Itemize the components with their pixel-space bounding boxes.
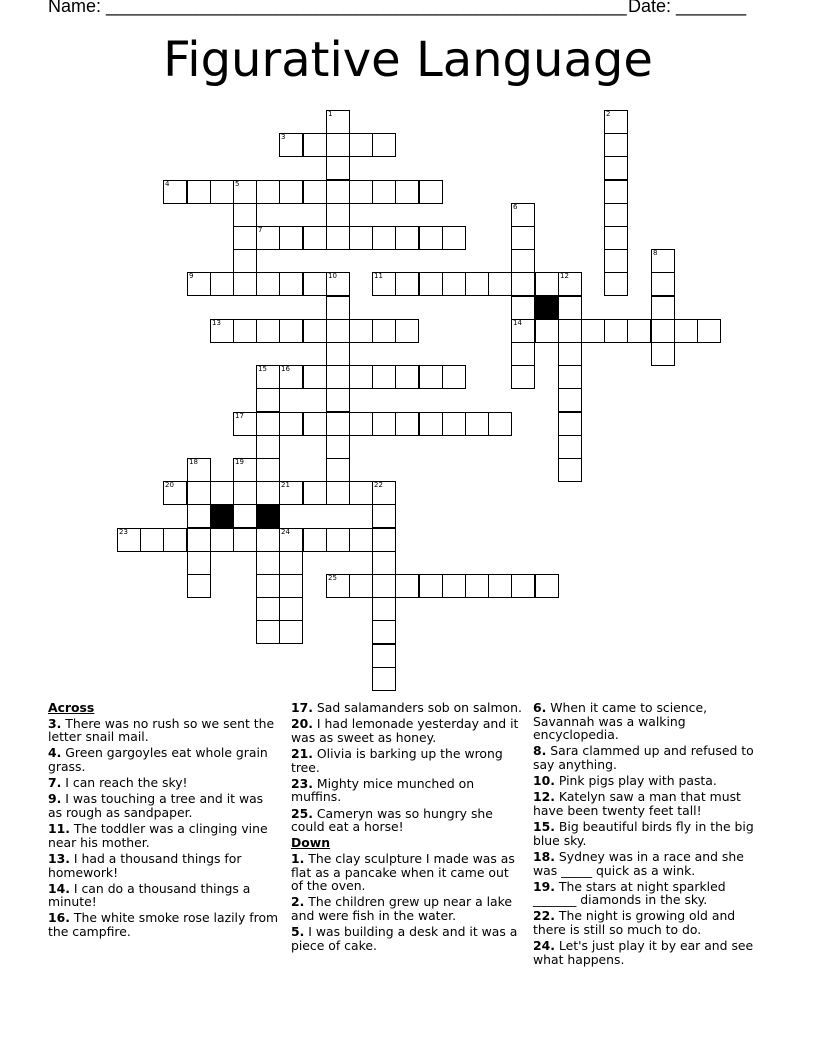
- grid-cell[interactable]: [303, 528, 327, 552]
- clue-text: The night is growing old and there is still so much to do.: [533, 908, 736, 938]
- clue-number: 23.: [291, 775, 313, 791]
- grid-cell[interactable]: [256, 551, 280, 575]
- grid-cell[interactable]: [372, 226, 396, 250]
- grid-cell[interactable]: [187, 504, 211, 528]
- grid-cell[interactable]: [604, 156, 628, 180]
- grid-cell[interactable]: [372, 574, 396, 598]
- grid-cell[interactable]: [419, 412, 443, 436]
- clue-number: 13: [212, 319, 221, 327]
- clue-number: 5.: [291, 924, 305, 940]
- down-clue: [291, 925, 523, 952]
- grid-cell[interactable]: [326, 528, 350, 552]
- clue-text: The clay sculpture I made was as flat as a pancake when it came out of the oven.: [291, 850, 515, 894]
- grid-cell[interactable]: [488, 272, 512, 296]
- clue-number: 10: [328, 272, 337, 280]
- across-clue: [48, 911, 280, 938]
- grid-cell[interactable]: [651, 272, 675, 296]
- grid-cell[interactable]: [511, 272, 535, 296]
- grid-cell[interactable]: [558, 388, 582, 412]
- grid-cell[interactable]: [535, 319, 559, 343]
- grid-cell[interactable]: [233, 458, 257, 482]
- grid-cell[interactable]: [187, 574, 211, 598]
- grid-cell[interactable]: [303, 272, 327, 296]
- grid-cell[interactable]: [326, 156, 350, 180]
- grid-cell[interactable]: [233, 249, 257, 273]
- grid-cell[interactable]: [604, 319, 628, 343]
- clue-text: The children grew up near a lake and were fish in the water.: [291, 894, 512, 923]
- grid-cell[interactable]: [697, 319, 721, 343]
- clue-number: 2.: [291, 894, 305, 910]
- grid-cell[interactable]: [279, 551, 303, 575]
- grid-cell[interactable]: [511, 226, 535, 250]
- grid-cell[interactable]: [233, 226, 257, 250]
- clue-number: 24.: [533, 938, 555, 954]
- grid-cell[interactable]: [233, 481, 257, 505]
- grid-cell[interactable]: [511, 319, 535, 343]
- clue-column-1: [48, 701, 280, 941]
- grid-cell[interactable]: [349, 528, 373, 552]
- clue-text: Big beautiful birds fly in the big blue sky.: [533, 819, 754, 848]
- clue-number: 7: [258, 226, 263, 234]
- clue-number: 3: [281, 133, 286, 141]
- grid-cell[interactable]: [372, 667, 396, 691]
- grid-cell[interactable]: [372, 412, 396, 436]
- grid-cell[interactable]: [163, 180, 187, 204]
- down-clue: [533, 774, 765, 788]
- grid-cell[interactable]: [604, 110, 628, 134]
- grid-cell[interactable]: [419, 272, 443, 296]
- grid-cell[interactable]: [442, 574, 466, 598]
- clue-text: Let's just play it by ear and see what happens.: [533, 938, 754, 967]
- clue-number: 4: [165, 180, 170, 188]
- clue-number: 10.: [533, 773, 555, 789]
- clue-text: The toddler was a clinging vine near his mother.: [48, 821, 268, 850]
- clue-number: 19.: [533, 878, 555, 894]
- grid-cell[interactable]: [233, 412, 257, 436]
- black-square: [256, 504, 280, 528]
- grid-cell[interactable]: [372, 528, 396, 552]
- grid-cell[interactable]: [349, 180, 373, 204]
- grid-cell[interactable]: [326, 180, 350, 204]
- grid-cell[interactable]: [326, 412, 350, 436]
- grid-cell[interactable]: [326, 481, 350, 505]
- grid-cell[interactable]: [372, 551, 396, 575]
- grid-cell[interactable]: [372, 504, 396, 528]
- clue-text: Olivia is barking up the wrong tree.: [291, 745, 503, 775]
- down-clue: [533, 939, 765, 966]
- clue-text: Cameryn was so hungry she could eat a horse!: [291, 805, 493, 835]
- clue-number: 17: [235, 412, 244, 420]
- grid-cell[interactable]: [535, 574, 559, 598]
- down-clue: [533, 850, 765, 877]
- grid-cell[interactable]: [187, 272, 211, 296]
- clue-number: 20.: [291, 716, 313, 732]
- clue-number: 1: [328, 110, 333, 118]
- grid-cell[interactable]: [210, 481, 234, 505]
- clue-column-2: [291, 701, 523, 955]
- grid-cell[interactable]: [256, 597, 280, 621]
- grid-cell[interactable]: [651, 319, 675, 343]
- clue-text: Sad salamanders sob on salmon.: [316, 700, 522, 715]
- grid-cell[interactable]: [233, 528, 257, 552]
- grid-cell[interactable]: [279, 272, 303, 296]
- grid-cell[interactable]: [117, 528, 141, 552]
- across-clue: [291, 701, 523, 715]
- clue-number: 4.: [48, 745, 62, 761]
- grid-cell[interactable]: [303, 180, 327, 204]
- across-clue: [48, 882, 280, 909]
- grid-cell[interactable]: [349, 365, 373, 389]
- grid-cell[interactable]: [326, 272, 350, 296]
- grid-cell[interactable]: [558, 412, 582, 436]
- grid-cell[interactable]: [256, 574, 280, 598]
- grid-cell[interactable]: [372, 365, 396, 389]
- grid-cell[interactable]: [279, 133, 303, 157]
- grid-cell[interactable]: [349, 574, 373, 598]
- grid-cell[interactable]: [256, 319, 280, 343]
- grid-cell[interactable]: [604, 203, 628, 227]
- clue-text: I had a thousand things for homework!: [48, 850, 242, 880]
- grid-cell[interactable]: [349, 226, 373, 250]
- clue-text: Katelyn saw a man that must have been twenty feet tall!: [533, 789, 741, 818]
- clue-text: Sara clammed up and refused to say anything.: [533, 743, 754, 772]
- grid-cell[interactable]: [651, 296, 675, 320]
- grid-cell[interactable]: [372, 133, 396, 157]
- grid-cell[interactable]: [326, 342, 350, 366]
- down-clue: [291, 895, 523, 922]
- grid-cell[interactable]: [279, 481, 303, 505]
- clue-column-3: [533, 701, 765, 969]
- grid-cell[interactable]: [326, 226, 350, 250]
- clue-text: I was building a desk and it was a piece of cake.: [291, 924, 518, 953]
- grid-cell[interactable]: [210, 180, 234, 204]
- grid-cell[interactable]: [395, 365, 419, 389]
- grid-cell[interactable]: [442, 226, 466, 250]
- grid-cell[interactable]: [372, 272, 396, 296]
- grid-cell[interactable]: [349, 319, 373, 343]
- grid-cell[interactable]: [279, 365, 303, 389]
- grid-cell[interactable]: [558, 458, 582, 482]
- grid-cell[interactable]: [303, 319, 327, 343]
- down-clue: [533, 909, 765, 936]
- clue-number: 21: [281, 481, 290, 489]
- grid-cell[interactable]: [395, 226, 419, 250]
- clue-number: 3.: [48, 715, 62, 731]
- grid-cell[interactable]: [187, 180, 211, 204]
- clue-number: 16: [281, 365, 290, 373]
- clue-number: 7.: [48, 775, 62, 791]
- grid-cell[interactable]: [303, 481, 327, 505]
- down-clue: [533, 880, 765, 907]
- clue-number: 19: [235, 458, 244, 466]
- grid-cell[interactable]: [233, 272, 257, 296]
- clue-text: The stars at night sparkled _______ diamonds in the sky.: [533, 878, 726, 908]
- grid-cell[interactable]: [279, 597, 303, 621]
- grid-cell[interactable]: [256, 180, 280, 204]
- clue-number: 22.: [533, 908, 555, 924]
- clue-number: 6.: [533, 700, 547, 715]
- grid-cell[interactable]: [558, 296, 582, 320]
- grid-cell[interactable]: [651, 342, 675, 366]
- black-square: [535, 296, 559, 320]
- grid-cell[interactable]: [442, 272, 466, 296]
- clue-text: Green gargoyles eat whole grain grass.: [48, 745, 268, 774]
- grid-cell[interactable]: [511, 365, 535, 389]
- grid-cell[interactable]: [651, 249, 675, 273]
- grid-cell[interactable]: [210, 528, 234, 552]
- grid-cell[interactable]: [511, 342, 535, 366]
- grid-cell[interactable]: [372, 481, 396, 505]
- clue-number: 1.: [291, 850, 305, 866]
- clue-number: 6: [513, 203, 518, 211]
- grid-cell[interactable]: [256, 226, 280, 250]
- clue-text: I had lemonade yesterday and it was as sweet as honey.: [291, 716, 519, 745]
- grid-cell[interactable]: [256, 620, 280, 644]
- across-clue: [48, 852, 280, 879]
- grid-cell[interactable]: [558, 272, 582, 296]
- grid-cell[interactable]: [349, 133, 373, 157]
- clue-number: 11: [374, 272, 383, 280]
- down-heading: Down: [291, 835, 331, 851]
- grid-cell[interactable]: [372, 319, 396, 343]
- grid-cell[interactable]: [326, 365, 350, 389]
- grid-cell[interactable]: [187, 481, 211, 505]
- down-clue: [533, 790, 765, 817]
- grid-cell[interactable]: [395, 574, 419, 598]
- grid-cell[interactable]: [279, 226, 303, 250]
- grid-cell[interactable]: [303, 412, 327, 436]
- grid-cell[interactable]: [511, 296, 535, 320]
- clue-number: 25.: [291, 805, 313, 821]
- clue-number: 17.: [291, 700, 313, 715]
- grid-cell[interactable]: [326, 133, 350, 157]
- grid-cell[interactable]: [558, 435, 582, 459]
- clue-text: There was no rush so we sent the letter snail mail.: [48, 715, 275, 745]
- grid-cell[interactable]: [187, 528, 211, 552]
- clue-number: 9: [189, 272, 194, 280]
- grid-cell[interactable]: [465, 412, 489, 436]
- grid-cell[interactable]: [163, 528, 187, 552]
- grid-cell[interactable]: [488, 412, 512, 436]
- grid-cell[interactable]: [279, 180, 303, 204]
- grid-cell[interactable]: [233, 504, 257, 528]
- across-clue: [291, 747, 523, 774]
- across-clue: [291, 807, 523, 834]
- clue-text: Sydney was in a race and she was _____ quick as a wink.: [533, 848, 744, 878]
- clue-number: 2: [606, 110, 611, 118]
- grid-cell[interactable]: [511, 203, 535, 227]
- grid-cell[interactable]: [442, 412, 466, 436]
- page-title: Figurative Language: [163, 32, 653, 88]
- clue-number: 8.: [533, 743, 547, 759]
- grid-cell[interactable]: [279, 574, 303, 598]
- grid-cell[interactable]: [419, 574, 443, 598]
- grid-cell[interactable]: [279, 528, 303, 552]
- down-clue: [533, 701, 765, 742]
- grid-cell[interactable]: [442, 365, 466, 389]
- down-clue: [533, 820, 765, 847]
- clue-text: Mighty mice munched on muffins.: [291, 775, 475, 805]
- grid-cell[interactable]: [395, 180, 419, 204]
- clue-number: 11.: [48, 821, 70, 837]
- grid-cell[interactable]: [279, 412, 303, 436]
- date-field-label: Date: _______: [628, 0, 747, 16]
- clue-number: 21.: [291, 745, 313, 761]
- grid-cell[interactable]: [326, 435, 350, 459]
- grid-cell[interactable]: [604, 249, 628, 273]
- grid-cell[interactable]: [558, 319, 582, 343]
- clue-number: 20: [165, 481, 174, 489]
- across-clue: [48, 822, 280, 849]
- grid-cell[interactable]: [604, 133, 628, 157]
- grid-cell[interactable]: [210, 272, 234, 296]
- grid-cell[interactable]: [349, 412, 373, 436]
- across-clue: [291, 717, 523, 744]
- grid-cell[interactable]: [233, 203, 257, 227]
- clue-number: 23: [119, 528, 128, 536]
- clue-number: 18: [189, 458, 198, 466]
- clue-number: 9.: [48, 791, 62, 807]
- clue-number: 18.: [533, 848, 555, 864]
- grid-cell[interactable]: [256, 481, 280, 505]
- clue-number: 22: [374, 481, 383, 489]
- grid-cell[interactable]: [163, 481, 187, 505]
- grid-cell[interactable]: [326, 574, 350, 598]
- grid-cell[interactable]: [256, 528, 280, 552]
- grid-cell[interactable]: [558, 342, 582, 366]
- clue-text: I can reach the sky!: [65, 775, 188, 791]
- grid-cell[interactable]: [372, 597, 396, 621]
- grid-cell[interactable]: [604, 226, 628, 250]
- clue-number: 14: [513, 319, 522, 327]
- clue-number: 15.: [533, 819, 555, 835]
- grid-cell[interactable]: [326, 203, 350, 227]
- clue-number: 25: [328, 574, 337, 582]
- grid-cell[interactable]: [511, 574, 535, 598]
- grid-cell[interactable]: [303, 365, 327, 389]
- grid-cell[interactable]: [256, 388, 280, 412]
- grid-cell[interactable]: [187, 551, 211, 575]
- grid-cell[interactable]: [349, 481, 373, 505]
- grid-cell[interactable]: [256, 365, 280, 389]
- across-heading: Across: [48, 700, 95, 715]
- across-clue: [48, 717, 280, 744]
- grid-cell[interactable]: [210, 319, 234, 343]
- grid-cell[interactable]: [279, 620, 303, 644]
- clue-text: I was touching a tree and it was as rough as sandpaper.: [48, 791, 264, 820]
- across-clue: [291, 777, 523, 804]
- grid-cell[interactable]: [279, 319, 303, 343]
- grid-cell[interactable]: [233, 180, 257, 204]
- grid-cell[interactable]: [604, 272, 628, 296]
- clue-number: 13.: [48, 850, 70, 866]
- clue-number: 24: [281, 528, 290, 536]
- grid-cell[interactable]: [535, 272, 559, 296]
- clue-text: Pink pigs play with pasta.: [558, 773, 717, 789]
- grid-cell[interactable]: [326, 110, 350, 134]
- grid-cell[interactable]: [140, 528, 164, 552]
- down-clue: [533, 744, 765, 771]
- grid-cell[interactable]: [256, 412, 280, 436]
- grid-cell[interactable]: [233, 319, 257, 343]
- down-clue: [291, 852, 523, 893]
- grid-cell[interactable]: [581, 319, 605, 343]
- grid-cell[interactable]: [187, 458, 211, 482]
- grid-cell[interactable]: [674, 319, 698, 343]
- grid-cell[interactable]: [256, 272, 280, 296]
- clue-number: 5: [235, 180, 240, 188]
- clue-number: 16.: [48, 910, 70, 926]
- grid-cell[interactable]: [303, 133, 327, 157]
- grid-cell[interactable]: [326, 319, 350, 343]
- across-clue: [48, 776, 280, 790]
- grid-cell[interactable]: [303, 226, 327, 250]
- clue-number: 8: [653, 249, 658, 257]
- grid-cell[interactable]: [326, 296, 350, 320]
- grid-cell[interactable]: [395, 272, 419, 296]
- grid-cell[interactable]: [395, 412, 419, 436]
- black-square: [210, 504, 234, 528]
- grid-cell[interactable]: [372, 180, 396, 204]
- clue-number: 14.: [48, 880, 70, 896]
- clue-text: When it came to science, Savannah was a walking encyclopedia.: [533, 700, 708, 743]
- grid-cell[interactable]: [465, 272, 489, 296]
- clue-number: 15: [258, 365, 267, 373]
- across-clue: [48, 746, 280, 773]
- grid-cell[interactable]: [326, 458, 350, 482]
- grid-cell[interactable]: [465, 574, 489, 598]
- grid-cell[interactable]: [627, 319, 651, 343]
- name-field-label: Name: ____________________________________________________: [48, 0, 627, 16]
- grid-cell[interactable]: [372, 620, 396, 644]
- clue-number: 12.: [533, 789, 555, 805]
- grid-cell[interactable]: [419, 365, 443, 389]
- grid-cell[interactable]: [419, 226, 443, 250]
- grid-cell[interactable]: [419, 180, 443, 204]
- grid-cell[interactable]: [558, 365, 582, 389]
- grid-cell[interactable]: [395, 319, 419, 343]
- clue-number: 12: [560, 272, 569, 280]
- clue-text: The white smoke rose lazily from the campfire.: [48, 910, 279, 940]
- grid-cell[interactable]: [256, 458, 280, 482]
- across-clue: [48, 792, 280, 819]
- grid-cell[interactable]: [488, 574, 512, 598]
- clue-text: I can do a thousand things a minute!: [48, 880, 251, 910]
- grid-cell[interactable]: [372, 644, 396, 668]
- grid-cell[interactable]: [604, 180, 628, 204]
- grid-cell[interactable]: [256, 435, 280, 459]
- grid-cell[interactable]: [511, 249, 535, 273]
- grid-cell[interactable]: [326, 388, 350, 412]
